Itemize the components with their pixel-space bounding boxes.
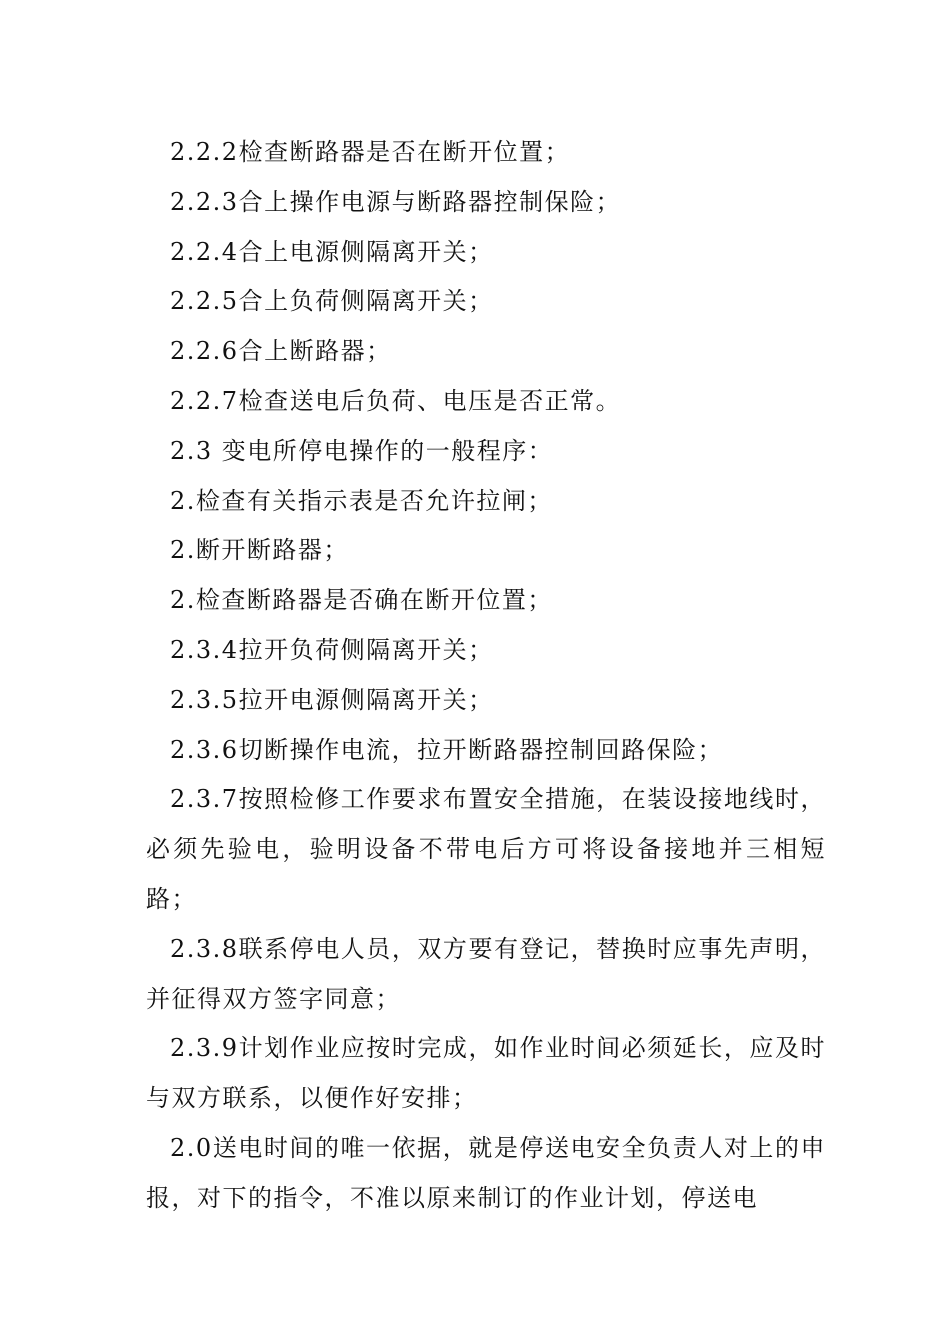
paragraph-2-2-2: 2.2.2检查断路器是否在断开位置； [170, 138, 571, 166]
paragraph-open-breaker: 2.断开断路器； [170, 536, 349, 565]
paragraph-2-2-4: 2.2.4合上电源侧隔离开关； [170, 237, 494, 266]
paragraph-2-3-7: 2.3.7按照检修工作要求布置安全措施，在装设接地线时，必须先验电，验明设备不带电后方可将设备接地并三相短路； [146, 785, 826, 913]
document-body [146, 128, 826, 1224]
paragraph-2-2-7: 2.2.7检查送电后负荷、电压是否正常。 [170, 386, 622, 415]
paragraph-2-2-3: 2.2.3合上操作电源与断路器控制保险； [170, 187, 622, 216]
paragraph-2-3-6: 2.3.6切断操作电流，拉开断路器控制回路保险； [170, 735, 724, 764]
paragraph-2-3-9: 2.3.9计划作业应按时完成，如作业时间必须延长，应及时与双方联系，以便作好安排； [146, 1034, 826, 1113]
paragraph-2-2-6: 2.2.6合上断路器； [170, 337, 392, 366]
paragraph-2-2-5: 2.2.5合上负荷侧隔离开关； [170, 287, 494, 316]
paragraph-2-0: 2.0送电时间的唯一依据，就是停送电安全负责人对上的申报，对下的指令，不准以原来制订的作业计划，停送电 [146, 1133, 826, 1212]
paragraph-2-3-5: 2.3.5拉开电源侧隔离开关； [170, 685, 494, 714]
paragraph-confirm-open: 2.检查断路器是否确在断开位置； [170, 586, 553, 615]
section-heading-2-3: 2.3 变电所停电操作的一般程序： [170, 436, 554, 465]
paragraph-2-3-4: 2.3.4拉开负荷侧隔离开关； [170, 635, 494, 664]
paragraph-2-3-8: 2.3.8联系停电人员，双方要有登记，替换时应事先声明，并征得双方签字同意； [146, 934, 826, 1013]
paragraph-check-meters: 2.检查有关指示表是否允许拉闸； [170, 486, 553, 515]
